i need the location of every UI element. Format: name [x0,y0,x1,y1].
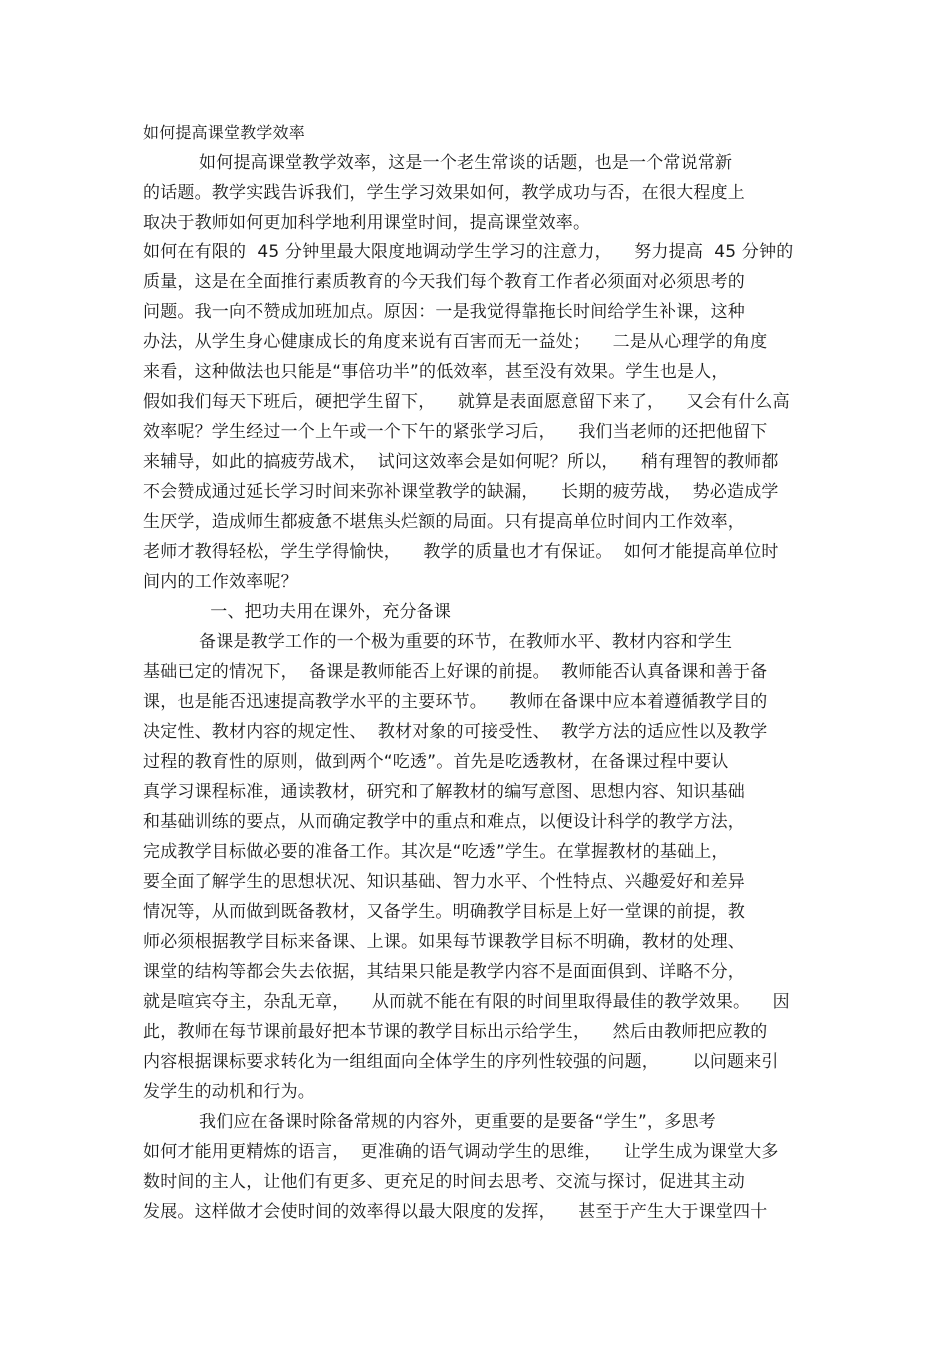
body-line: 决定性、教材内容的规定性、 教材对象的可接受性、 教学方法的适应性以及教学 [143,722,768,742]
body-line: 课堂的结构等都会失去依据，其结果只能是教学内容不是面面俱到、详略不分， [143,962,745,982]
body-line: 老师才教得轻松，学生学得愉快， 教学的质量也才有保证。 如何才能提高单位时 [143,542,779,562]
body-line: 过程的教育性的原则，做到两个“吃透”。首先是吃透教材，在备课过程中要认 [143,752,729,772]
body-line: 内容根据课标要求转化为一组组面向全体学生的序列性较强的问题， 以问题来引 [143,1052,779,1072]
body-line: 师必须根据教学目标来备课、上课。如果每节课教学目标不明确，教材的处理、 [143,932,745,952]
body-line: 要全面了解学生的思想状况、知识基础、智力水平、个性特点、兴趣爱好和差异 [143,872,745,892]
body-line: 情况等，从而做到既备教材，又备学生。明确教学目标是上好一堂课的前提，教 [143,902,745,922]
body-line: 课，也是能否迅速提高教学水平的主要环节。 教师在备课中应本着遵循教学目的 [143,692,768,712]
body-line: 一、把功夫用在课外，充分备课 [143,602,452,622]
body-line: 发学生的动机和行为。 [143,1082,315,1102]
body-line: 如何在有限的 45 分钟里最大限度地调动学生学习的注意力， 努力提高 45 分钟的 [143,242,794,262]
body-line: 如何才能用更精炼的语言， 更准确的语气调动学生的思维， 让学生成为课堂大多 [143,1142,779,1162]
body-line: 和基础训练的要点，从而确定教学中的重点和难点，以便设计科学的教学方法， [143,812,745,832]
body-line: 基础已定的情况下， 备课是教师能否上好课的前提。 教师能否认真备课和善于备 [143,662,768,682]
body-line: 真学习课程标准，通读教材，研究和了解教材的编写意图、思想内容、知识基础 [143,782,745,802]
body-line: 间内的工作效率呢？ [143,572,298,592]
body-line: 来辅导，如此的搞疲劳战术， 试问这效率会是如何呢？所以， 稍有理智的教师都 [143,452,779,472]
body-line: 办法，从学生身心健康成长的角度来说有百害而无一益处； 二是从心理学的角度 [143,332,768,352]
body-line: 数时间的主人，让他们有更多、更充足的时间去思考、交流与探讨，促进其主动 [143,1172,745,1192]
body-line: 不会赞成通过延长学习时间来弥补课堂教学的缺漏， 长期的疲劳战， 势必造成学 [143,482,779,502]
body-line: 就是喧宾夺主，杂乱无章， 从而就不能在有限的时间里取得最佳的教学效果。 因 [143,992,790,1012]
body-line: 完成教学目标做必要的准备工作。其次是“吃透”学生。在掌握教材的基础上， [143,842,729,862]
body-line: 取决于教师如何更加科学地利用课堂时间，提高课堂效率。 [143,213,591,233]
body-line: 此，教师在每节课前最好把本节课的教学目标出示给学生， 然后由教师把应教的 [143,1022,768,1042]
body-line: 质量，这是在全面推行素质教育的今天我们每个教育工作者必须面对必须思考的 [143,272,745,292]
body-line: 我们应在备课时除备常规的内容外，更重要的是要备“学生”，多思考 [143,1112,716,1132]
document-title: 如何提高课堂教学效率 [143,123,306,142]
body-line: 效率呢？学生经过一个上午或一个下午的紧张学习后， 我们当老师的还把他留下 [143,422,768,442]
body-line: 发展。这样做才会使时间的效率得以最大限度的发挥， 甚至于产生大于课堂四十 [143,1202,768,1222]
body-line: 问题。我一向不赞成加班加点。原因：一是我觉得靠拖长时间给学生补课，这种 [143,302,745,322]
body-line: 如何提高课堂教学效率，这是一个老生常谈的话题，也是一个常说常新 [143,153,733,173]
body-line: 的话题。教学实践告诉我们，学生学习效果如何，教学成功与否，在很大程度上 [143,183,745,203]
body-line: 假如我们每天下班后，硬把学生留下， 就算是表面愿意留下来了， 又会有什么高 [143,392,790,412]
body-line: 备课是教学工作的一个极为重要的环节，在教师水平、教材内容和学生 [143,632,733,652]
body-line: 来看，这种做法也只能是“事倍功半”的低效率，甚至没有效果。学生也是人， [143,362,729,382]
body-line: 生厌学，造成师生都疲惫不堪焦头烂额的局面。只有提高单位时间内工作效率， [143,512,745,532]
